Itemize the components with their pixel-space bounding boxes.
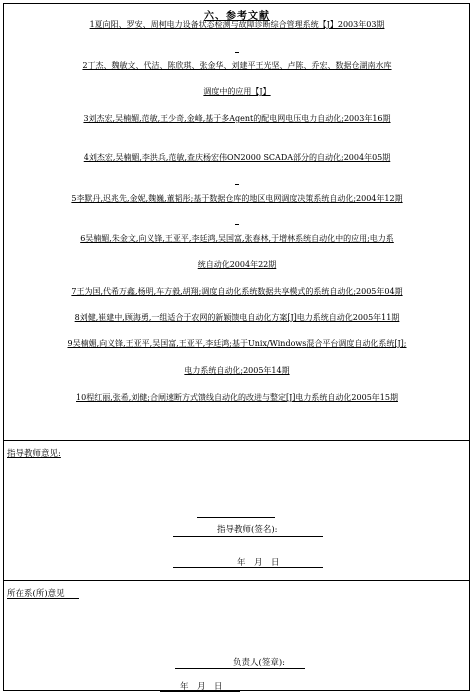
separator-mark (235, 52, 239, 53)
reference-9-continued: 电力系统自动化;2005年14期 (184, 366, 290, 375)
department-signature-line[interactable] (175, 668, 305, 669)
reference-8: 8刘健,崔建中,顾海勇,一组适合于农网的新颖馈电自动化方案[J]电力系统自动化2005年11期 (74, 313, 400, 322)
advisor-signature-line[interactable] (173, 536, 323, 537)
advisor-signature-label: 指导教师(签名): (217, 525, 278, 535)
advisor-date-label: 年 月 日 (237, 558, 280, 568)
reference-4: 4刘杰宏,吴楠媚,李洪兵,范敏,查庆杨宏伟ON2000 SCADA部分的自动化;2004年05期 (83, 153, 391, 162)
section-title: 六、参考文献 (204, 11, 270, 22)
advisor-date-line[interactable] (173, 567, 323, 568)
department-date-line[interactable] (160, 691, 240, 692)
reference-10: 10程红丽,张希,刘健;合闸速断方式馈线自动化的改进与整定[J]电力系统自动化2005年15期 (76, 393, 398, 402)
advisor-comment-line (197, 517, 275, 518)
reference-6-continued: 统自动化2004年22期 (197, 260, 277, 269)
reference-1: 1夏向阳、罗安、周柯电力设备状态检测与故障诊断综合管理系统【J】2003年03期 (89, 20, 385, 29)
advisor-opinion-label: 指导教师意见: (7, 449, 61, 459)
reference-3: 3刘杰宏,吴楠媚,范敏,王少奇,金峰,基于多Agent的配电网电压电力自动化;2003年16期 (83, 114, 391, 123)
reference-6: 6吴楠媚,朱金文,向义锋,王亚平,李廷鸿,吴国富,张春林,于增林系统自动化中的应用;电力系 (80, 234, 394, 243)
department-date-label: 年 月 日 (180, 682, 223, 692)
separator-mark (235, 224, 239, 225)
reference-7: 7王为国,代希万鑫,杨明,车方毅,胡翔;调度自动化系统数据共享模式的系统自动化;2005年04期 (71, 287, 403, 296)
section-divider (3, 580, 470, 581)
section-divider (3, 440, 470, 441)
department-opinion-label: 所在系(所)意见 (7, 589, 65, 599)
department-signature-label: 负责人(签章): (233, 658, 285, 668)
reference-2: 2丁杰、魏敏文、代洁、陈欣琪、张金华、刘建平王光坚、卢陈、乔宏、数据仓湖南水库 (82, 61, 392, 70)
reference-5: 5李默丹,迟兆先,金妮,魏巍,董韬彤;基于数据仓库的地区电网调度决策系统自动化;2004年12期 (71, 194, 403, 203)
separator-mark (235, 184, 239, 185)
department-label-underline (7, 598, 79, 599)
reference-2-continued: 调度中的应用【J】 (203, 87, 271, 96)
reference-9: 9吴楠媚,向义锋,王亚平,吴国富,王亚平,李廷鸿;基于Unix/Windows混合平台调度自动化系统[J]; (67, 339, 407, 348)
